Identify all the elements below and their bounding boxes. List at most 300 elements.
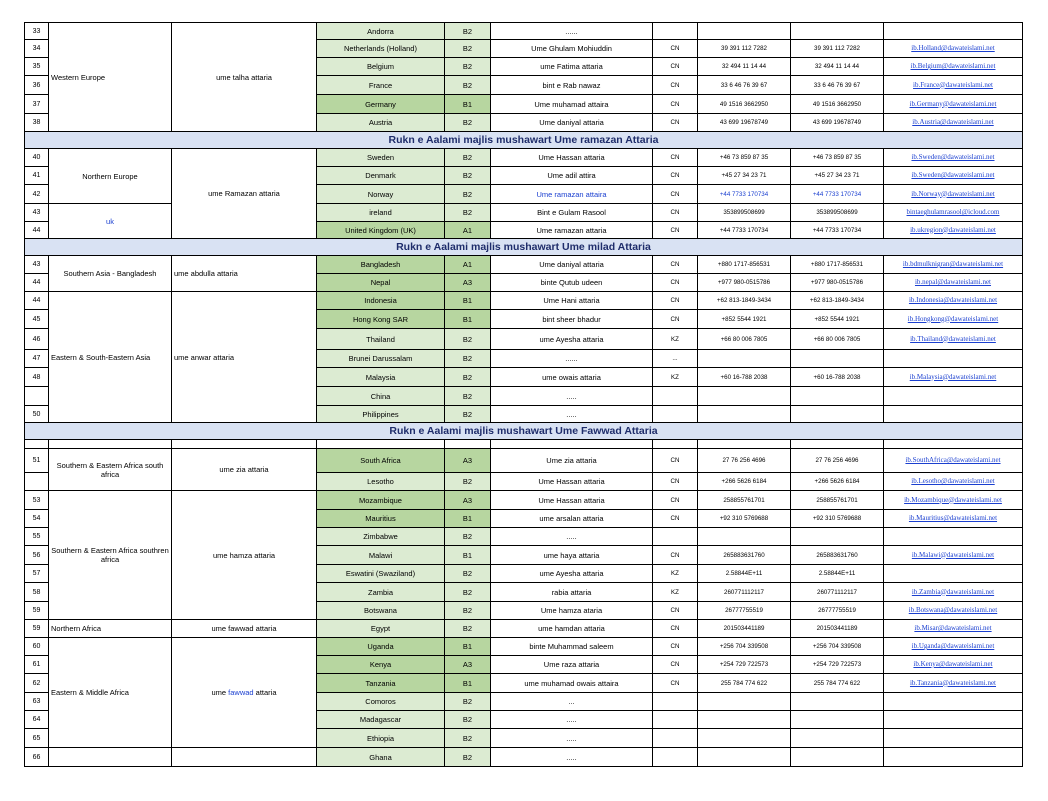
level-cell: B1 — [445, 292, 491, 310]
country-cell: France — [317, 76, 445, 95]
region-cell — [49, 748, 172, 767]
row-number: 44 — [25, 222, 49, 239]
row-number: 58 — [25, 583, 49, 602]
whatsapp-cell: 33 6 46 76 39 67 — [791, 76, 884, 95]
lang-cell: CN — [653, 167, 698, 185]
whatsapp-cell: 32 494 11 14 44 — [791, 58, 884, 76]
phone-cell: +256 704 339508 — [698, 638, 791, 656]
name-cell: Ume ramazan attaira — [491, 185, 653, 204]
row-number: 50 — [25, 406, 49, 423]
level-cell: B2 — [445, 528, 491, 546]
lang-cell: KZ — [653, 583, 698, 602]
region-cell: Southern & Eastern Africa south africa — [49, 449, 172, 491]
country-cell: Egypt — [317, 620, 445, 638]
level-cell: B1 — [445, 510, 491, 528]
phone-cell: +45 27 34 23 71 — [698, 167, 791, 185]
level-cell: B2 — [445, 167, 491, 185]
phone-cell: 39 391 112 7282 — [698, 40, 791, 58]
name-cell: Ume Hassan attaria — [491, 491, 653, 510]
lang-cell: CN — [653, 491, 698, 510]
lang-cell — [653, 528, 698, 546]
email-link — [884, 729, 1023, 748]
level-cell: B2 — [445, 58, 491, 76]
phone-cell: +977 980-0515786 — [698, 274, 791, 292]
name-cell: Ume Hassan attaria — [491, 149, 653, 167]
row-number: 43 — [25, 256, 49, 274]
row-number: 59 — [25, 602, 49, 620]
email-link[interactable]: ib.Sweden@dawateislami.net — [884, 149, 1023, 167]
country-cell: Comoros — [317, 693, 445, 711]
level-cell: B2 — [445, 711, 491, 729]
name-cell: bint e Rab nawaz — [491, 76, 653, 95]
incharge-cell: ume fawwad attaria — [172, 620, 317, 638]
lang-cell: CN — [653, 510, 698, 528]
incharge-cell: ume Ramazan attaria — [172, 149, 317, 239]
lang-cell: CN — [653, 149, 698, 167]
whatsapp-cell: 27 76 256 4696 — [791, 449, 884, 473]
whatsapp-cell: +45 27 34 23 71 — [791, 167, 884, 185]
lang-cell: ... — [653, 350, 698, 368]
lang-cell — [653, 748, 698, 767]
lang-cell: CN — [653, 602, 698, 620]
name-cell: ume Fatima attaria — [491, 58, 653, 76]
phone-cell — [698, 693, 791, 711]
phone-cell: 26777755519 — [698, 602, 791, 620]
whatsapp-cell — [791, 406, 884, 423]
region-cell: Northern Africa — [49, 620, 172, 638]
email-link[interactable]: ib.Austria@dawateislami.net — [884, 114, 1023, 132]
country-cell: Lesotho — [317, 473, 445, 491]
whatsapp-cell: +44 7733 170734 — [791, 185, 884, 204]
level-cell: B1 — [445, 674, 491, 693]
lang-cell: CN — [653, 310, 698, 329]
phone-cell: 49 1516 3662950 — [698, 95, 791, 114]
level-cell: A3 — [445, 656, 491, 674]
whatsapp-cell: +92 310 5769688 — [791, 510, 884, 528]
name-cell: Ume adil attira — [491, 167, 653, 185]
phone-cell: +880 1717-856531 — [698, 256, 791, 274]
row-number — [25, 440, 49, 449]
level-cell: A3 — [445, 491, 491, 510]
row-number: 63 — [25, 693, 49, 711]
table-row — [25, 440, 1023, 449]
lang-cell: CN — [653, 638, 698, 656]
whatsapp-cell — [791, 23, 884, 40]
whatsapp-cell: 260771112117 — [791, 583, 884, 602]
country-cell: Brunei Darussalam — [317, 350, 445, 368]
level-cell: B2 — [445, 114, 491, 132]
lang-cell: CN — [653, 449, 698, 473]
table-row — [25, 292, 1023, 310]
phone-cell — [698, 711, 791, 729]
incharge-text: ume — [211, 688, 229, 697]
phone-cell — [698, 350, 791, 368]
email-link — [884, 711, 1023, 729]
level-cell: B2 — [445, 76, 491, 95]
incharge-cell: ume hamza attaria — [172, 491, 317, 620]
name-cell: ..... — [491, 406, 653, 423]
level-cell: B2 — [445, 329, 491, 350]
whatsapp-cell: +62 813-1849-3434 — [791, 292, 884, 310]
phone-cell: 255 784 774 622 — [698, 674, 791, 693]
email-link[interactable]: ib.Botswana@dawateislami.net — [884, 602, 1023, 620]
lang-cell — [653, 729, 698, 748]
phone-cell: +44 7733 170734 — [698, 185, 791, 204]
lang-cell: CN — [653, 185, 698, 204]
row-number: 38 — [25, 114, 49, 132]
country-cell: ireland — [317, 204, 445, 222]
row-number: 66 — [25, 748, 49, 767]
row-number: 44 — [25, 292, 49, 310]
phone-cell — [698, 387, 791, 406]
whatsapp-cell: +256 704 339508 — [791, 638, 884, 656]
lang-cell: CN — [653, 292, 698, 310]
lang-cell: CN — [653, 95, 698, 114]
table-row — [25, 449, 1023, 473]
incharge-cell: ume anwar attaria — [172, 292, 317, 423]
section-header: Rukn e Aalami majlis mushawart Ume Fawwad Attaria — [25, 423, 1023, 440]
row-number: 34 — [25, 40, 49, 58]
country-cell: United Kingdom (UK) — [317, 222, 445, 239]
whatsapp-cell: 265883631760 — [791, 546, 884, 565]
country-cell: Nepal — [317, 274, 445, 292]
phone-cell: 43 699 19678749 — [698, 114, 791, 132]
email-link[interactable]: ib.SouthAfrica@dawateislami.net — [884, 449, 1023, 473]
table-row — [25, 23, 1023, 40]
country-cell: Uganda — [317, 638, 445, 656]
name-cell: Ume hamza ataria — [491, 602, 653, 620]
row-number: 60 — [25, 638, 49, 656]
row-number — [25, 473, 49, 491]
email-link[interactable]: ib.Zambia@dawateislami.net — [884, 583, 1023, 602]
level-cell: B1 — [445, 95, 491, 114]
whatsapp-cell — [791, 693, 884, 711]
email-link — [884, 440, 1023, 449]
email-link[interactable]: ib.Belgium@dawateislami.net — [884, 58, 1023, 76]
whatsapp-cell: +880 1717-856531 — [791, 256, 884, 274]
whatsapp-cell — [791, 729, 884, 748]
email-link[interactable]: ib.Malawi@dawateislami.net — [884, 546, 1023, 565]
whatsapp-cell: +44 7733 170734 — [791, 222, 884, 239]
email-link[interactable]: ib.nepal@dawateislami.net — [884, 274, 1023, 292]
name-cell: ume Ayesha attaria — [491, 329, 653, 350]
level-cell: B2 — [445, 473, 491, 491]
lang-cell — [653, 693, 698, 711]
name-cell: Bint e Gulam Rasool — [491, 204, 653, 222]
phone-cell — [698, 23, 791, 40]
name-cell — [491, 440, 653, 449]
lang-cell: CN — [653, 76, 698, 95]
email-link — [884, 565, 1023, 583]
country-cell: Botswana — [317, 602, 445, 620]
row-number: 45 — [25, 310, 49, 329]
table-row — [25, 638, 1023, 656]
lang-cell — [653, 440, 698, 449]
level-cell: A3 — [445, 274, 491, 292]
region-cell: Western Europe — [49, 23, 172, 132]
incharge-cell: ume abdulla attaria — [172, 256, 317, 292]
phone-cell: +46 73 859 87 35 — [698, 149, 791, 167]
level-cell — [445, 440, 491, 449]
phone-cell: +44 7733 170734 — [698, 222, 791, 239]
name-cell: ume Ayesha attaria — [491, 565, 653, 583]
region-cell: Southern & Eastern Africa southren africa — [49, 491, 172, 620]
name-cell: ume muhamad owais attaira — [491, 674, 653, 693]
phone-cell: 33 6 46 76 39 67 — [698, 76, 791, 95]
email-link — [884, 748, 1023, 767]
country-cell: Denmark — [317, 167, 445, 185]
name-cell: binte Qutub udeen — [491, 274, 653, 292]
phone-cell: 2.58844E+11 — [698, 565, 791, 583]
country-cell: Germany — [317, 95, 445, 114]
incharge-cell — [172, 440, 317, 449]
level-cell: A3 — [445, 449, 491, 473]
lang-cell: CN — [653, 256, 698, 274]
row-number: 35 — [25, 58, 49, 76]
incharge-text: attaria — [253, 688, 277, 697]
level-cell: B2 — [445, 602, 491, 620]
phone-cell — [698, 729, 791, 748]
whatsapp-cell — [791, 440, 884, 449]
whatsapp-cell — [791, 711, 884, 729]
lang-cell — [653, 406, 698, 423]
phone-cell: 265883631760 — [698, 546, 791, 565]
name-cell: Ume ramazan attaria — [491, 222, 653, 239]
table-row — [25, 748, 1023, 767]
row-number: 33 — [25, 23, 49, 40]
lang-cell: CN — [653, 40, 698, 58]
country-cell: Mauritius — [317, 510, 445, 528]
whatsapp-cell: 2.58844E+11 — [791, 565, 884, 583]
row-number: 37 — [25, 95, 49, 114]
table-row — [25, 149, 1023, 167]
country-cell: Eswatini (Swaziland) — [317, 565, 445, 583]
incharge-cell: ume talha attaria — [172, 23, 317, 132]
country-cell: Norway — [317, 185, 445, 204]
row-number: 54 — [25, 510, 49, 528]
country-cell: Tanzania — [317, 674, 445, 693]
name-cell: ume arsalan attaria — [491, 510, 653, 528]
country-cell: Belgium — [317, 58, 445, 76]
phone-cell — [698, 406, 791, 423]
lang-cell: CN — [653, 222, 698, 239]
table-row — [25, 256, 1023, 274]
whatsapp-cell — [791, 748, 884, 767]
lang-cell: CN — [653, 114, 698, 132]
name-cell: binte Muhammad saleem — [491, 638, 653, 656]
table-row — [25, 620, 1023, 638]
row-number: 65 — [25, 729, 49, 748]
row-number: 53 — [25, 491, 49, 510]
level-cell: B2 — [445, 185, 491, 204]
phone-cell — [698, 528, 791, 546]
whatsapp-cell: +977 980-0515786 — [791, 274, 884, 292]
email-link[interactable]: ib.ukregion@dawateislami.net — [884, 222, 1023, 239]
incharge-highlight: fawwad — [228, 688, 254, 697]
whatsapp-cell — [791, 387, 884, 406]
country-cell: Bangladesh — [317, 256, 445, 274]
lang-cell: CN — [653, 620, 698, 638]
row-number: 64 — [25, 711, 49, 729]
email-link[interactable]: ib.Norway@dawateislami.net — [884, 185, 1023, 204]
region-cell: Southern Asia - Bangladesh — [49, 256, 172, 292]
region-cell: Eastern & South-Eastern Asia — [49, 292, 172, 423]
level-cell: B2 — [445, 149, 491, 167]
country-cell: Indonesia — [317, 292, 445, 310]
level-cell: B2 — [445, 350, 491, 368]
email-link[interactable]: ib.Holland@dawateislami.net — [884, 40, 1023, 58]
whatsapp-cell: 49 1516 3662950 — [791, 95, 884, 114]
country-cell: Ethiopia — [317, 729, 445, 748]
row-number: 51 — [25, 449, 49, 473]
country-cell — [317, 440, 445, 449]
email-link[interactable]: ib.Lesotho@dawateislami.net — [884, 473, 1023, 491]
email-link[interactable]: bintaeghulamrasool@icloud.com — [884, 204, 1023, 222]
phone-cell: 27 76 256 4696 — [698, 449, 791, 473]
level-cell: B2 — [445, 40, 491, 58]
level-cell: B2 — [445, 693, 491, 711]
lang-cell: KZ — [653, 368, 698, 387]
section-header-row — [25, 239, 1023, 256]
name-cell: ... — [491, 693, 653, 711]
row-number: 36 — [25, 76, 49, 95]
country-cell: Malawi — [317, 546, 445, 565]
level-cell: B2 — [445, 620, 491, 638]
name-cell: Ume raza attaria — [491, 656, 653, 674]
incharge-cell — [172, 638, 317, 748]
level-cell: B1 — [445, 638, 491, 656]
email-link — [884, 693, 1023, 711]
row-number: 46 — [25, 329, 49, 350]
email-link[interactable]: ib.bdmulknigran@dawateislami.net — [884, 256, 1023, 274]
row-number: 40 — [25, 149, 49, 167]
level-cell: B2 — [445, 387, 491, 406]
table-body — [25, 23, 1023, 767]
level-cell: B2 — [445, 729, 491, 748]
phone-cell: 32 494 11 14 44 — [698, 58, 791, 76]
name-cell: Ume muhamad attaira — [491, 95, 653, 114]
country-cell: Madagascar — [317, 711, 445, 729]
name-cell: Ume zia attaria — [491, 449, 653, 473]
email-link[interactable]: ib.France@dawateislami.net — [884, 76, 1023, 95]
whatsapp-cell: +254 729 722573 — [791, 656, 884, 674]
phone-cell: +60 16-788 2038 — [698, 368, 791, 387]
email-link[interactable]: ib.Sweden@dawateislami.net — [884, 167, 1023, 185]
country-cell: Mozambique — [317, 491, 445, 510]
row-number: 48 — [25, 368, 49, 387]
phone-cell — [698, 440, 791, 449]
country-cell: Kenya — [317, 656, 445, 674]
email-link[interactable]: ib.Uganda@dawateislami.net — [884, 638, 1023, 656]
email-link — [884, 350, 1023, 368]
email-link[interactable]: ib.Tanzania@dawateislami.net — [884, 674, 1023, 693]
level-cell: A1 — [445, 256, 491, 274]
whatsapp-cell: 255 784 774 622 — [791, 674, 884, 693]
email-link[interactable]: ib.Mozambique@dawateislami.net — [884, 491, 1023, 510]
email-link[interactable]: ib.Germany@dawateislami.net — [884, 95, 1023, 114]
whatsapp-cell: +66 80 006 7805 — [791, 329, 884, 350]
level-cell: B2 — [445, 565, 491, 583]
lang-cell — [653, 711, 698, 729]
section-header: Rukn e Aalami majlis mushawart Ume milad Attaria — [25, 239, 1023, 256]
lang-cell: CN — [653, 274, 698, 292]
name-cell: ume haya attaria — [491, 546, 653, 565]
name-cell: ume owais attaria — [491, 368, 653, 387]
level-cell: B2 — [445, 406, 491, 423]
row-number: 47 — [25, 350, 49, 368]
name-cell: bint sheer bhadur — [491, 310, 653, 329]
country-contacts-table — [24, 22, 1023, 767]
lang-cell: CN — [653, 204, 698, 222]
country-cell: Hong Kong SAR — [317, 310, 445, 329]
email-link[interactable]: ib.Indonesia@dawateislami.net — [884, 292, 1023, 310]
email-link[interactable]: ib.Mauritius@dawateislami.net — [884, 510, 1023, 528]
lang-cell: CN — [653, 674, 698, 693]
lang-cell: KZ — [653, 329, 698, 350]
row-number: 42 — [25, 185, 49, 204]
lang-cell: KZ — [653, 565, 698, 583]
lang-cell: CN — [653, 58, 698, 76]
name-cell: rabia attaria — [491, 583, 653, 602]
section-header: Rukn e Aalami majlis mushawart Ume ramazan Attaria — [25, 132, 1023, 149]
region-cell: Eastern & Middle Africa — [49, 638, 172, 748]
row-number — [25, 387, 49, 406]
phone-cell: +62 813-1849-3434 — [698, 292, 791, 310]
level-cell: B2 — [445, 368, 491, 387]
incharge-cell — [172, 748, 317, 767]
level-cell: B2 — [445, 748, 491, 767]
region-cell: Northern Europe — [49, 149, 172, 204]
email-link[interactable]: ib.Kenya@dawateislami.net — [884, 656, 1023, 674]
whatsapp-cell: 39 391 112 7282 — [791, 40, 884, 58]
row-number: 57 — [25, 565, 49, 583]
incharge-cell: ume zia attaria — [172, 449, 317, 491]
row-number: 44 — [25, 274, 49, 292]
whatsapp-cell: +852 5544 1921 — [791, 310, 884, 329]
level-cell: B2 — [445, 23, 491, 40]
lang-cell — [653, 23, 698, 40]
whatsapp-cell: +266 5626 6184 — [791, 473, 884, 491]
phone-cell — [698, 748, 791, 767]
phone-cell: 258855761701 — [698, 491, 791, 510]
level-cell: B2 — [445, 583, 491, 602]
name-cell: ..... — [491, 711, 653, 729]
phone-cell: +254 729 722573 — [698, 656, 791, 674]
email-link — [884, 406, 1023, 423]
country-cell: Malaysia — [317, 368, 445, 387]
lang-cell: CN — [653, 546, 698, 565]
email-link[interactable]: ib.Thailand@dawateislami.net — [884, 329, 1023, 350]
level-cell: B1 — [445, 546, 491, 565]
email-link[interactable]: ib.Hongkong@dawateislami.net — [884, 310, 1023, 329]
email-link[interactable]: ib.Misar@dawateislami.net — [884, 620, 1023, 638]
section-header-row — [25, 132, 1023, 149]
phone-cell: 260771112117 — [698, 583, 791, 602]
phone-cell: +66 80 006 7805 — [698, 329, 791, 350]
email-link[interactable]: ib.Malaysia@dawateislami.net — [884, 368, 1023, 387]
country-cell: Zimbabwe — [317, 528, 445, 546]
row-number: 41 — [25, 167, 49, 185]
name-cell: Ume daniyal attaria — [491, 256, 653, 274]
email-link — [884, 528, 1023, 546]
whatsapp-cell: 43 699 19678749 — [791, 114, 884, 132]
table-row — [25, 491, 1023, 510]
region-cell — [49, 440, 172, 449]
name-cell: Ume Ghulam Mohiuddin — [491, 40, 653, 58]
whatsapp-cell: 201503441189 — [791, 620, 884, 638]
row-number: 43 — [25, 204, 49, 222]
level-cell: B1 — [445, 310, 491, 329]
